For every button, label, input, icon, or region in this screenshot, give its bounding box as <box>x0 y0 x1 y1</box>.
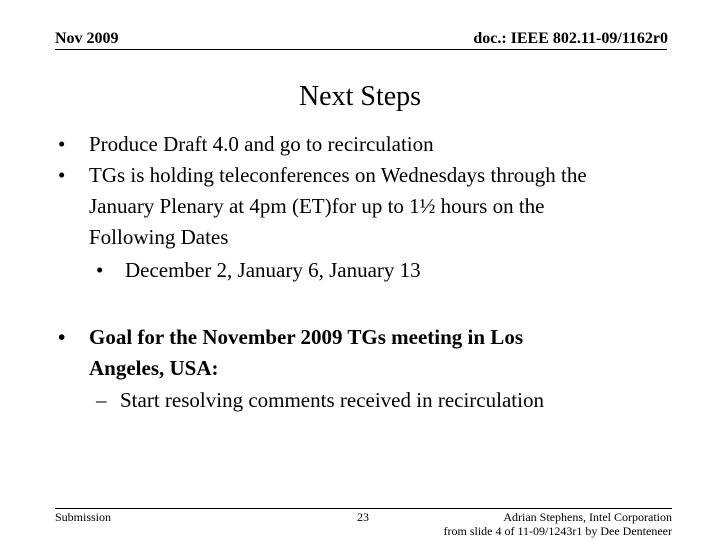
bullet-2-line-2: January Plenary at 4pm (ET)for up to 1½ hours on the <box>89 194 545 218</box>
dash-marker: – <box>96 388 107 412</box>
footer-divider <box>55 508 672 509</box>
header-divider <box>55 49 667 50</box>
sub-bullet-dates-text: December 2, January 6, January 13 <box>125 258 421 282</box>
sub-bullet-marker: • <box>96 258 104 282</box>
bullet-1 <box>58 129 434 160</box>
header-doc-id: doc.: IEEE 802.11-09/1162r0 <box>473 30 668 47</box>
bullet-3-line-2: Angeles, USA: <box>89 356 219 380</box>
footer-author <box>444 510 673 538</box>
bullet-marker: • <box>58 132 66 156</box>
footer-author-line-2: from slide 4 of 11-09/1243r1 by Dee Denteneer <box>443 524 672 538</box>
bullet-2-line-1: TGs is holding teleconferences on Wednesdays through the <box>89 163 587 187</box>
bullet-marker: • <box>58 325 66 349</box>
footer-submission: Submission <box>55 510 112 524</box>
page-number: 23 <box>357 510 369 524</box>
sub-bullet-goal-text: Start resolving comments received in recirculation <box>120 388 544 412</box>
sub-bullet-dates <box>96 255 421 286</box>
sub-bullet-goal <box>96 385 544 416</box>
bullet-3-line-1: Goal for the November 2009 TGs meeting in Los <box>89 325 523 349</box>
bullet-3 <box>58 322 523 384</box>
bullet-marker: • <box>58 163 66 187</box>
header-date: Nov 2009 <box>55 30 119 47</box>
footer-author-line-1: Adrian Stephens, Intel Corporation <box>503 510 672 524</box>
slide-title: Next Steps <box>298 81 422 112</box>
bullet-2 <box>58 160 587 253</box>
bullet-2-line-3: Following Dates <box>89 225 229 249</box>
bullet-1-line-1: Produce Draft 4.0 and go to recirculation <box>89 132 434 156</box>
